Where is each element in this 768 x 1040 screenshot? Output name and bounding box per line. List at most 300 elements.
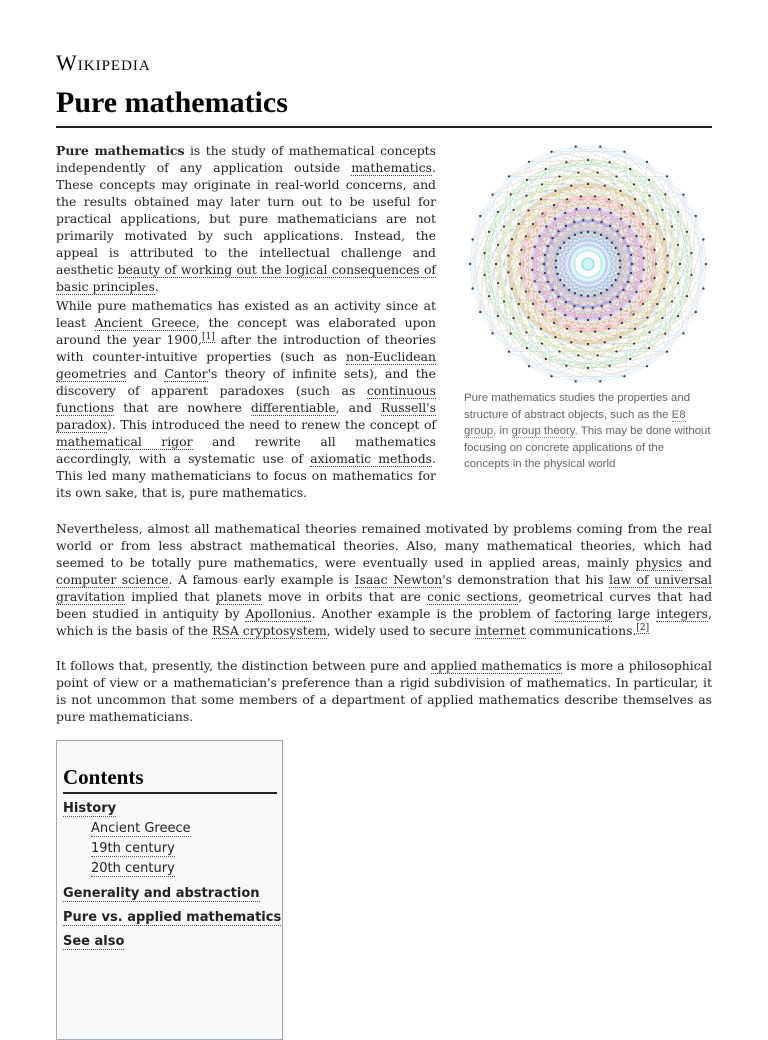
- e8-vertex: [649, 235, 651, 237]
- e8-vertex: [471, 287, 473, 289]
- toc-item-ancient-greece[interactable]: [91, 821, 191, 836]
- e8-vertex: [599, 208, 601, 210]
- e8-vertex: [497, 211, 499, 213]
- e8-vertex: [610, 314, 612, 316]
- e8-vertex: [705, 263, 707, 265]
- e8-vertex: [615, 350, 617, 352]
- e8-vertex: [663, 238, 665, 240]
- e8-vertex: [508, 351, 510, 353]
- e8-vertex: [538, 235, 540, 237]
- e8-edge: [647, 352, 667, 366]
- e8-vertex: [550, 375, 552, 377]
- e8-vertex: [558, 350, 560, 352]
- toc-item-generality[interactable]: [63, 886, 260, 901]
- e8-vertex: [565, 161, 567, 163]
- e8-vertex: [566, 328, 568, 330]
- wiki-link[interactable]: Isaac Newton: [355, 572, 443, 588]
- e8-edge: [683, 312, 695, 333]
- e8-vertex: [635, 291, 637, 293]
- e8-vertex: [679, 263, 681, 265]
- e8-vertex: [608, 328, 610, 330]
- e8-vertex: [664, 193, 666, 195]
- figure-caption: [464, 390, 712, 473]
- e8-vertex: [677, 282, 679, 284]
- e8-vertex: [577, 171, 579, 173]
- e8-vertex: [497, 315, 499, 317]
- text-run: , geometrical curves that had been studied in antiquity by: [56, 589, 712, 621]
- wiki-link[interactable]: Apollonius: [245, 606, 311, 622]
- e8-edge: [480, 195, 492, 216]
- infobox-figure: [464, 140, 712, 473]
- e8-vertex: [491, 194, 493, 196]
- text-run: ). This introduced the need to renew the concept of: [107, 417, 436, 432]
- e8-vertex: [663, 288, 665, 290]
- wiki-link[interactable]: Ancient Greece: [95, 315, 196, 331]
- e8-vertex: [646, 316, 648, 318]
- e8-vertex: [695, 311, 697, 313]
- e8-vertex: [551, 237, 553, 239]
- e8-vertex: [553, 204, 555, 206]
- citation-link[interactable]: [2]: [636, 623, 649, 634]
- e8-vertex: [677, 315, 679, 317]
- e8-vertex: [616, 230, 618, 232]
- e8-vertex: [556, 273, 558, 275]
- wiki-link[interactable]: mathematical rigor: [56, 434, 193, 450]
- e8-vertex: [479, 215, 481, 217]
- e8-vertex: [646, 365, 648, 367]
- e8-vertex: [611, 284, 613, 286]
- e8-vertex: [568, 237, 570, 239]
- e8-vertex: [503, 225, 505, 227]
- e8-vertex: [597, 171, 599, 173]
- e8-vertex: [600, 234, 602, 236]
- wiki-link[interactable]: E8 group: [464, 409, 686, 439]
- e8-vertex: [520, 249, 522, 251]
- e8-vertex: [559, 279, 561, 281]
- e8-vertex: [520, 277, 522, 279]
- e8-vertex: [545, 225, 547, 227]
- e8-vertex: [575, 380, 577, 382]
- text-run: and: [682, 555, 712, 570]
- e8-vertex: [623, 375, 625, 377]
- e8-vertex: [503, 300, 505, 302]
- toc-link-pure-vs-applied[interactable]: Pure vs. applied mathematics: [63, 910, 281, 926]
- wiki-link[interactable]: factoring: [555, 606, 612, 622]
- e8-vertex: [619, 266, 621, 268]
- e8-vertex: [518, 223, 520, 225]
- text-run: . This may be done without focusing on concrete applications of the concepts in the physical world: [464, 425, 711, 470]
- e8-vertex: [575, 146, 577, 148]
- e8-vertex: [563, 241, 565, 243]
- paragraph-distinction: [56, 657, 712, 725]
- e8-vertex: [527, 209, 529, 211]
- e8-vertex: [629, 358, 631, 360]
- wiki-link[interactable]: Cantor: [164, 366, 207, 382]
- e8-vertex: [600, 292, 602, 294]
- e8-edge: [588, 160, 616, 177]
- e8-vertex: [510, 193, 512, 195]
- text-run: large: [612, 606, 656, 621]
- e8-vertex: [511, 238, 513, 240]
- e8-vertex: [525, 195, 527, 197]
- e8-vertex: [648, 179, 650, 181]
- wiki-link[interactable]: conic sections: [427, 589, 518, 605]
- e8-vertex: [642, 303, 644, 305]
- text-run: , in: [493, 425, 511, 437]
- e8-vertex: [587, 367, 589, 369]
- wiki-link[interactable]: physics: [636, 555, 683, 571]
- citation: [636, 623, 649, 634]
- e8-vertex: [554, 218, 556, 220]
- text-run: after the introduction of theories with counter-intuitive properties (such as: [56, 332, 436, 364]
- bold-term: Pure mathematics: [56, 143, 184, 158]
- e8-vertex: [570, 185, 572, 187]
- e8-vertex: [573, 305, 575, 307]
- e8-vertex: [556, 253, 558, 255]
- e8-vertex: [635, 235, 637, 237]
- e8-vertex: [554, 308, 556, 310]
- e8-vertex: [483, 252, 485, 254]
- e8-vertex: [695, 215, 697, 217]
- text-run: While pure mathematics has existed as an activity since at least: [56, 298, 436, 330]
- e8-vertex: [616, 296, 618, 298]
- e8-vertex: [550, 151, 552, 153]
- wiki-link[interactable]: continuous functions: [56, 383, 436, 416]
- wiki-link[interactable]: axiomatic methods: [310, 451, 432, 467]
- e8-vertex: [622, 289, 624, 291]
- text-run: 's theory of infinite sets), and the discovery of apparent paradoxes (such as: [56, 366, 436, 398]
- paragraph-applications: [56, 520, 712, 639]
- e8-vertex: [604, 185, 606, 187]
- page-title: Pure mathematics: [56, 86, 288, 120]
- wiki-link[interactable]: beauty of working out the logical consequences of basic principles: [56, 262, 436, 295]
- e8-vertex: [574, 292, 576, 294]
- e8-edge: [647, 162, 667, 176]
- e8-vertex: [525, 235, 527, 237]
- e8-vertex: [623, 151, 625, 153]
- wiki-link[interactable]: differentiable: [251, 400, 336, 416]
- e8-vertex: [615, 175, 617, 177]
- e8-vertex: [580, 232, 582, 234]
- text-run: is the study of mathematical concepts independently of any application outside: [56, 143, 436, 175]
- e8-vertex: [557, 230, 559, 232]
- wiki-link[interactable]: non-Euclidean geometries: [56, 349, 436, 382]
- e8-vertex: [661, 209, 663, 211]
- e8-vertex: [532, 303, 534, 305]
- e8-vertex: [565, 301, 567, 303]
- e8-vertex: [547, 281, 549, 283]
- text-run: Pure mathematics studies the properties and structure of abstract objects, such as the: [464, 392, 690, 421]
- e8-vertex: [653, 249, 655, 251]
- e8-vertex: [510, 332, 512, 334]
- e8-vertex: [512, 209, 514, 211]
- text-run: . Another example is the problem of: [311, 606, 554, 621]
- e8-vertex: [627, 245, 629, 247]
- citation: [202, 332, 215, 343]
- e8-vertex: [621, 322, 623, 324]
- e8-vertex: [599, 318, 601, 320]
- e8-vertex: [587, 319, 589, 321]
- e8-vertex: [620, 308, 622, 310]
- e8-vertex: [568, 289, 570, 291]
- e8-vertex: [646, 161, 648, 163]
- text-run: Nevertheless, almost all mathematical theories remained motivated by problems coming from the real world or from less abstract mathematical theories. Also, many mathematical theories, which had seemed to be totally pure mathematics, were eventually used in applied areas, mainly: [56, 521, 712, 570]
- e8-vertex: [632, 212, 634, 214]
- e8-vertex: [541, 313, 543, 315]
- e8-vertex: [600, 221, 602, 223]
- wiki-link[interactable]: computer science: [56, 572, 169, 588]
- e8-vertex: [580, 331, 582, 333]
- e8-vertex: [554, 336, 556, 338]
- e8-vertex: [686, 295, 688, 297]
- e8-vertex: [606, 237, 608, 239]
- toc-item-see-also[interactable]: [63, 934, 124, 949]
- toc-link-20th-century[interactable]: 20th century: [91, 861, 175, 877]
- e8-vertex: [540, 198, 542, 200]
- text-run: . A famous early example is: [169, 572, 355, 587]
- e8-vertex: [527, 316, 529, 318]
- e8-vertex: [570, 341, 572, 343]
- e8-vertex: [573, 221, 575, 223]
- e8-vertex: [545, 168, 547, 170]
- e8-vertex: [483, 274, 485, 276]
- e8-vertex: [620, 218, 622, 220]
- e8-vertex: [553, 322, 555, 324]
- toc-title: Contents: [63, 765, 277, 794]
- e8-vertex: [471, 238, 473, 240]
- e8-center: [582, 258, 594, 270]
- e8-vertex: [629, 300, 631, 302]
- e8-vertex: [528, 161, 530, 163]
- e8-vertex: [619, 190, 621, 192]
- e8-vertex: [664, 332, 666, 334]
- e8-vertex: [622, 237, 624, 239]
- toc-item-pure-vs-applied[interactable]: [63, 910, 281, 925]
- e8-vertex: [690, 252, 692, 254]
- e8-vertex: [677, 244, 679, 246]
- e8-vertex: [526, 347, 528, 349]
- e8-vertex: [682, 332, 684, 334]
- e8-vertex: [606, 289, 608, 291]
- e8-vertex: [661, 317, 663, 319]
- text-run: , the concept was elaborated upon around the year 1900,: [56, 315, 436, 347]
- wiki-link[interactable]: group theory: [512, 425, 575, 438]
- wiki-link[interactable]: applied mathematics: [431, 658, 562, 674]
- e8-vertex: [610, 212, 612, 214]
- e8-vertex: [682, 194, 684, 196]
- text-run: is more a philosophical point of view or a mathematician's preference than a rigid subdivision of mathematics. In particular, it is not uncommon that some members of a department of applied mathematics describe themselves as pure mathematicians.: [56, 658, 712, 724]
- e8-edge: [509, 162, 529, 176]
- wiki-link[interactable]: internet: [475, 623, 525, 639]
- e8-vertex: [587, 343, 589, 345]
- e8-vertex: [643, 269, 645, 271]
- text-run: .: [155, 279, 159, 294]
- e8-vertex: [594, 294, 596, 296]
- e8-vertex: [525, 331, 527, 333]
- e8-vertex: [690, 274, 692, 276]
- wiki-link[interactable]: law of universal gravitation: [56, 572, 712, 605]
- e8-vertex: [587, 295, 589, 297]
- e8-vertex: [540, 328, 542, 330]
- e8-vertex: [629, 168, 631, 170]
- e8-vertex: [507, 271, 509, 273]
- e8-vertex: [497, 282, 499, 284]
- e8-vertex: [702, 287, 704, 289]
- toc-item-19th-century[interactable]: [91, 841, 175, 856]
- e8-vertex: [575, 208, 577, 210]
- e8-vertex: [646, 209, 648, 211]
- e8-vertex: [491, 332, 493, 334]
- toc-link-history[interactable]: History: [63, 801, 116, 817]
- text-run: move in orbits that are: [262, 589, 427, 604]
- wiki-link[interactable]: integers: [656, 606, 708, 622]
- e8-vertex: [508, 175, 510, 177]
- title-divider: [56, 126, 712, 128]
- e8-vertex: [541, 343, 543, 345]
- e8-edge: [647, 162, 678, 212]
- e8-vertex: [648, 195, 650, 197]
- e8-vertex: [541, 183, 543, 185]
- e8-edge: [509, 352, 529, 366]
- text-run: . These concepts may originate in real-world concerns, and the results obtained may later turn out to be useful for practical applications, but pure mathematicians are not primarily motivated by such applications. Instead, the appeal is attributed to the intellectual challenge and aesthetic: [56, 160, 436, 277]
- e8-vertex: [642, 223, 644, 225]
- e8-vertex: [545, 300, 547, 302]
- e8-vertex: [543, 263, 545, 265]
- e8-edge: [480, 312, 492, 333]
- toc-link-19th-century[interactable]: 19th century: [91, 841, 175, 857]
- e8-vertex: [531, 257, 533, 259]
- e8-vertex: [554, 190, 556, 192]
- e8-vertex: [534, 246, 536, 248]
- e8-vertex: [604, 341, 606, 343]
- e8-vertex: [666, 271, 668, 273]
- toc-link-ancient-greece[interactable]: Ancient Greece: [91, 821, 191, 837]
- text-run: 's demonstration that his: [442, 572, 609, 587]
- toc-link-generality[interactable]: Generality and abstraction: [63, 886, 260, 902]
- citation-link[interactable]: [1]: [202, 332, 215, 343]
- e8-vertex: [609, 301, 611, 303]
- e8-vertex: [525, 291, 527, 293]
- e8-vertex: [479, 311, 481, 313]
- wiki-link[interactable]: RSA cryptosystem: [212, 623, 327, 639]
- e8-vertex: [594, 195, 596, 197]
- e8-vertex: [627, 281, 629, 283]
- e8-vertex: [531, 269, 533, 271]
- text-run: that are nowhere: [114, 400, 251, 415]
- e8-vertex: [615, 247, 617, 249]
- e8-vertex: [587, 231, 589, 233]
- e8-vertex: [582, 219, 584, 221]
- e8-vertex: [563, 284, 565, 286]
- toc-link-see-also[interactable]: See also: [63, 934, 124, 950]
- e8-vertex: [611, 241, 613, 243]
- text-run: communications.: [526, 623, 637, 638]
- e8-vertex: [580, 294, 582, 296]
- e8-vertex: [640, 280, 642, 282]
- e8-vertex: [580, 195, 582, 197]
- e8-vertex: [594, 232, 596, 234]
- e8-vertex: [631, 263, 633, 265]
- e8-vertex: [488, 295, 490, 297]
- e8-vertex: [634, 198, 636, 200]
- wiki-link[interactable]: planets: [216, 589, 262, 605]
- wikipedia-wordmark[interactable]: Wikipedia: [56, 50, 151, 76]
- e8-vertex: [566, 198, 568, 200]
- wiki-link[interactable]: mathematics: [351, 160, 432, 176]
- e8-vertex: [544, 254, 546, 256]
- toc-item-history[interactable]: [63, 801, 116, 816]
- e8-vertex: [655, 263, 657, 265]
- e8-vertex: [594, 331, 596, 333]
- e8-vertex: [656, 223, 658, 225]
- e8-vertex: [532, 223, 534, 225]
- e8-vertex: [526, 179, 528, 181]
- e8-vertex: [497, 244, 499, 246]
- e8-vertex: [518, 303, 520, 305]
- e8-vertex: [575, 318, 577, 320]
- e8-vertex: [608, 198, 610, 200]
- e8-vertex: [671, 300, 673, 302]
- e8-vertex: [648, 331, 650, 333]
- e8-vertex: [547, 245, 549, 247]
- e8-edge: [683, 195, 695, 216]
- e8-vertex: [495, 263, 497, 265]
- e8-vertex: [555, 260, 557, 262]
- paragraph-history: [56, 297, 436, 501]
- e8-vertex: [541, 212, 543, 214]
- e8-edge: [529, 152, 552, 162]
- e8-vertex: [564, 212, 566, 214]
- e8-vertex: [649, 291, 651, 293]
- e8-vertex: [640, 246, 642, 248]
- e8-vertex: [528, 365, 530, 367]
- e8-vertex: [617, 273, 619, 275]
- e8-vertex: [656, 303, 658, 305]
- table-of-contents: [56, 740, 283, 1040]
- e8-vertex: [582, 307, 584, 309]
- text-run: , widely used to secure: [327, 623, 475, 638]
- e8-vertex: [534, 280, 536, 282]
- e8-vertex: [643, 257, 645, 259]
- text-run: It follows that, presently, the distinction between pure and: [56, 658, 431, 673]
- e8-vertex: [469, 263, 471, 265]
- e8-edge: [498, 316, 529, 366]
- e8-vertex: [599, 380, 601, 382]
- e8-vertex: [597, 354, 599, 356]
- e8-vertex: [621, 204, 623, 206]
- e8-vertex: [615, 279, 617, 281]
- e8-vertex: [630, 254, 632, 256]
- text-run: . This led many mathematicians to focus on mathematics for its own sake, that is, pure mathematics.: [56, 451, 436, 500]
- e8-vertex: [488, 231, 490, 233]
- e8-vertex: [591, 219, 593, 221]
- e8-edge: [529, 366, 552, 376]
- e8-vertex: [619, 260, 621, 262]
- e8-vertex: [574, 234, 576, 236]
- wiki-link[interactable]: Russell's paradox: [56, 400, 436, 433]
- e8-vertex: [648, 347, 650, 349]
- e8-vertex: [619, 336, 621, 338]
- e8-vertex: [564, 314, 566, 316]
- toc-item-20th-century[interactable]: [91, 861, 175, 876]
- e8-vertex: [609, 225, 611, 227]
- e8-vertex: [630, 272, 632, 274]
- e8-vertex: [565, 365, 567, 367]
- e8-polytope-image[interactable]: [464, 140, 712, 386]
- e8-vertex: [558, 175, 560, 177]
- e8-edge: [560, 351, 588, 368]
- e8-vertex: [666, 351, 668, 353]
